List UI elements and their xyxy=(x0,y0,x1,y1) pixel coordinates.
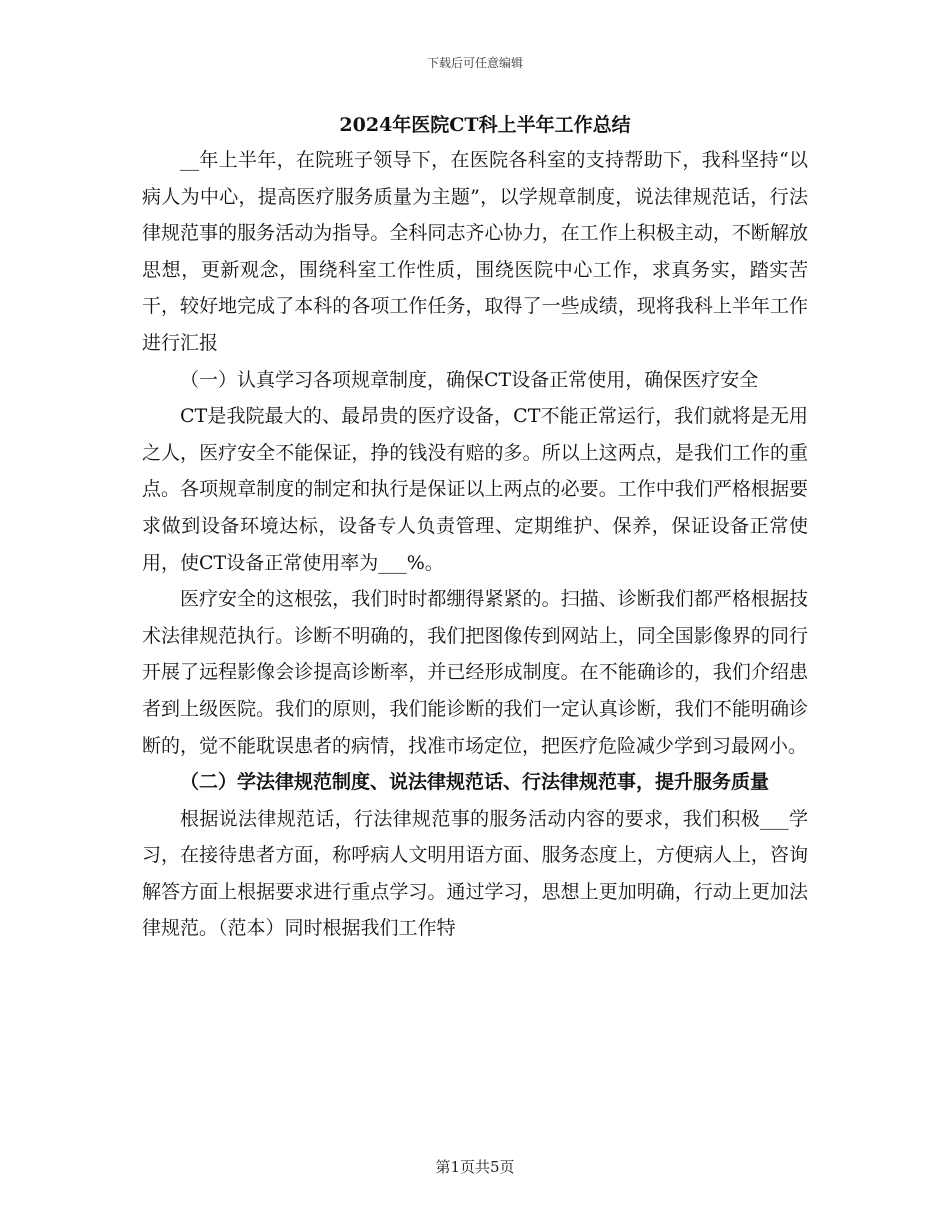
header-note: 下载后可任意编辑 xyxy=(426,56,523,70)
document-title: 2024年医院CT科上半年工作总结 xyxy=(339,114,631,136)
section-1-paragraph-1: CT是我院最大的、最昂贵的医疗设备，CT不能正常运行，我们就将是无用之人，医疗安全不能保证，挣的钱没有赔的多。所以上这两点，是我们工作的重点。各项规章制度的制定和执行是保证以上两点的必要。工作中我们严格根据要求做到设备环境达标，设备专人负责管理、定期维护、保养，保证设备正常使用，使CT设备正常使用率为___%。 xyxy=(142,405,808,574)
section-1-heading: （一）认真学习各项规章制度，确保CT设备正常使用，确保医疗安全 xyxy=(180,368,759,391)
document-body xyxy=(142,110,808,947)
section-2-heading: （二）学法律规范制度、说法律规范话、行法律规范事，提升服务质量 xyxy=(180,771,770,794)
intro-paragraph: __年上半年，在院班子领导下，在医院各科室的支持帮助下，我科坚持“以病人为中心，提高医疗服务质量为主题”，以学规章制度，说法律规范话，行法律规范事的服务活动为指导。全科同志齐心协力，在工作上积极主动，不断解放思想，更新观念，围绕科室工作性质，围绕医院中心工作，求真务实，踏实苦干，较好地完成了本科的各项工作任务，取得了一些成绩，现将我科上半年工作进行汇报 xyxy=(142,149,808,354)
page-footer: 第1页共5页 xyxy=(435,1158,515,1176)
section-2-paragraph-1: 根据说法律规范话，行法律规范事的服务活动内容的要求，我们积极___学习，在接待患者方面，称呼病人文明用语方面、服务态度上，方便病人上，咨询解答方面上根据要求进行重点学习。通过学习，思想上更加明确，行动上更加法律规范。（范本）同时根据我们工作特 xyxy=(142,807,808,940)
section-1-paragraph-2: 医疗安全的这根弦，我们时时都绷得紧紧的。扫描、诊断我们都严格根据技术法律规范执行。诊断不明确的，我们把图像传到网站上，同全国影像界的同行开展了远程影像会诊提高诊断率，并已经形成制度。在不能确诊的，我们介绍患者到上级医院。我们的原则，我们能诊断的我们一定认真诊断，我们不能明确诊断的，觉不能耽误患者的病情，找准市场定位，把医疗危险减少学到习最网小。 xyxy=(142,588,808,757)
